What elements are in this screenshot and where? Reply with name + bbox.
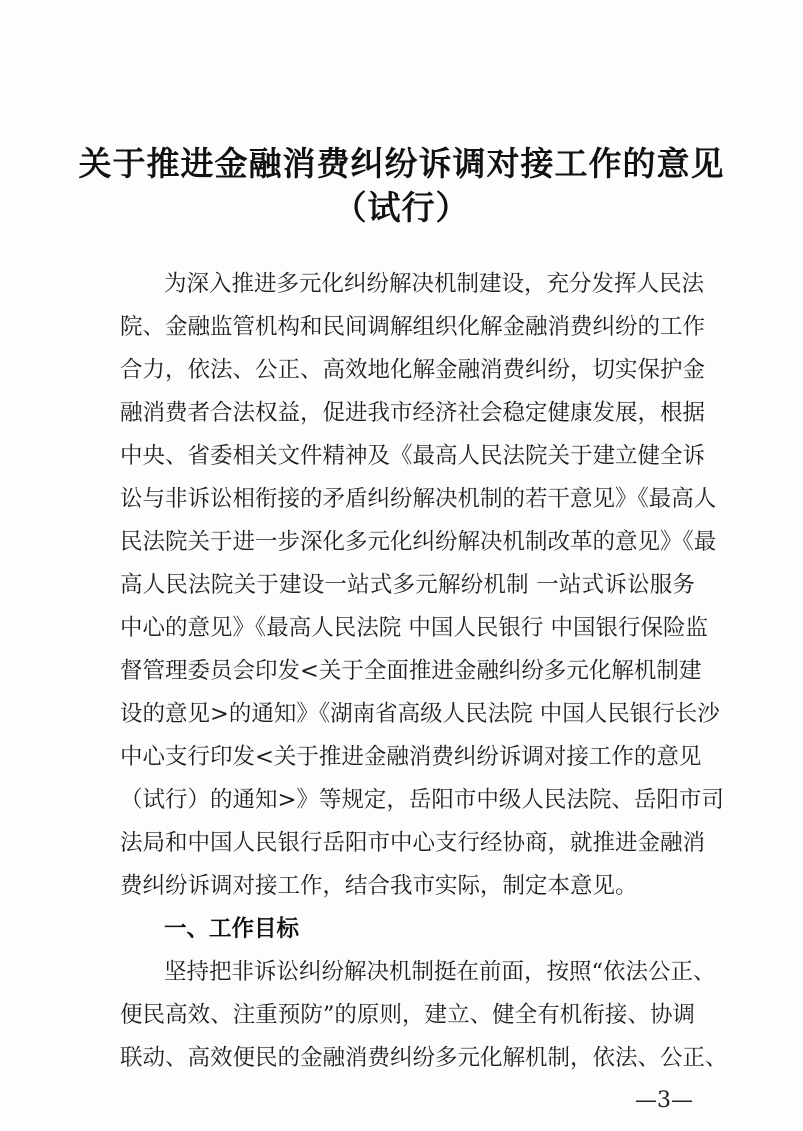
section-line: 便民高效、注重预防”的原则，建立、健全有机衔接、协调 <box>120 1002 695 1028</box>
document-title-trial: （试行） <box>333 188 470 227</box>
intro-line: 合力，依法、公正、高效地化解金融消费纠纷，切实保护金 <box>120 357 706 383</box>
intro-line: （试行）的通知>》等规定，岳阳市中级人民法院、岳阳市司 <box>120 787 724 813</box>
intro-line: 讼与非诉讼相衔接的矛盾纠纷解决机制的若干意见》《最高人 <box>120 486 717 512</box>
intro-line: 民法院关于进一步深化多元化纠纷解决机制改革的意见》《最 <box>120 529 717 555</box>
intro-line: 融消费者合法权益，促进我市经济社会稳定健康发展，根据 <box>120 400 706 426</box>
section-heading: 一、工作目标 <box>164 916 300 942</box>
intro-line: 中心的意见》《最高人民法院 中国人民银行 中国银行保险监 <box>120 615 709 641</box>
page-number: —3— <box>635 1088 693 1113</box>
intro-line: 督管理委员会印发<关于全面推进金融纠纷多元化解机制建 <box>120 658 702 684</box>
intro-line: 中心支行印发<关于推进金融消费纠纷诉调对接工作的意见 <box>120 744 702 770</box>
intro-line: 中央、省委相关文件精神及《最高人民法院关于建立健全诉 <box>120 443 706 469</box>
intro-line: 高人民法院关于建设一站式多元解纷机制 一站式诉讼服务 <box>120 572 695 598</box>
intro-line: 法局和中国人民银行岳阳市中心支行经协商，就推进金融消 <box>120 830 706 856</box>
intro-line: 费纠纷诉调对接工作，结合我市实际，制定本意见。 <box>120 873 638 899</box>
section-line: 联动、高效便民的金融消费纠纷多元化解机制，依法、公正、 <box>120 1045 728 1071</box>
section-line: 坚持把非诉讼纠纷解决机制挺在前面，按照“依法公正、 <box>164 959 716 985</box>
intro-line: 设的意见>的通知》《湖南省高级人民法院 中国人民银行长沙 <box>120 701 720 727</box>
intro-line: 院、金融监管机构和民间调解组织化解金融消费纠纷的工作 <box>120 314 706 340</box>
document-title: 关于推进金融消费纠纷诉调对接工作的意见 <box>78 144 725 183</box>
intro-line: 为深入推进多元化纠纷解决机制建设，充分发挥人民法 <box>164 271 705 297</box>
